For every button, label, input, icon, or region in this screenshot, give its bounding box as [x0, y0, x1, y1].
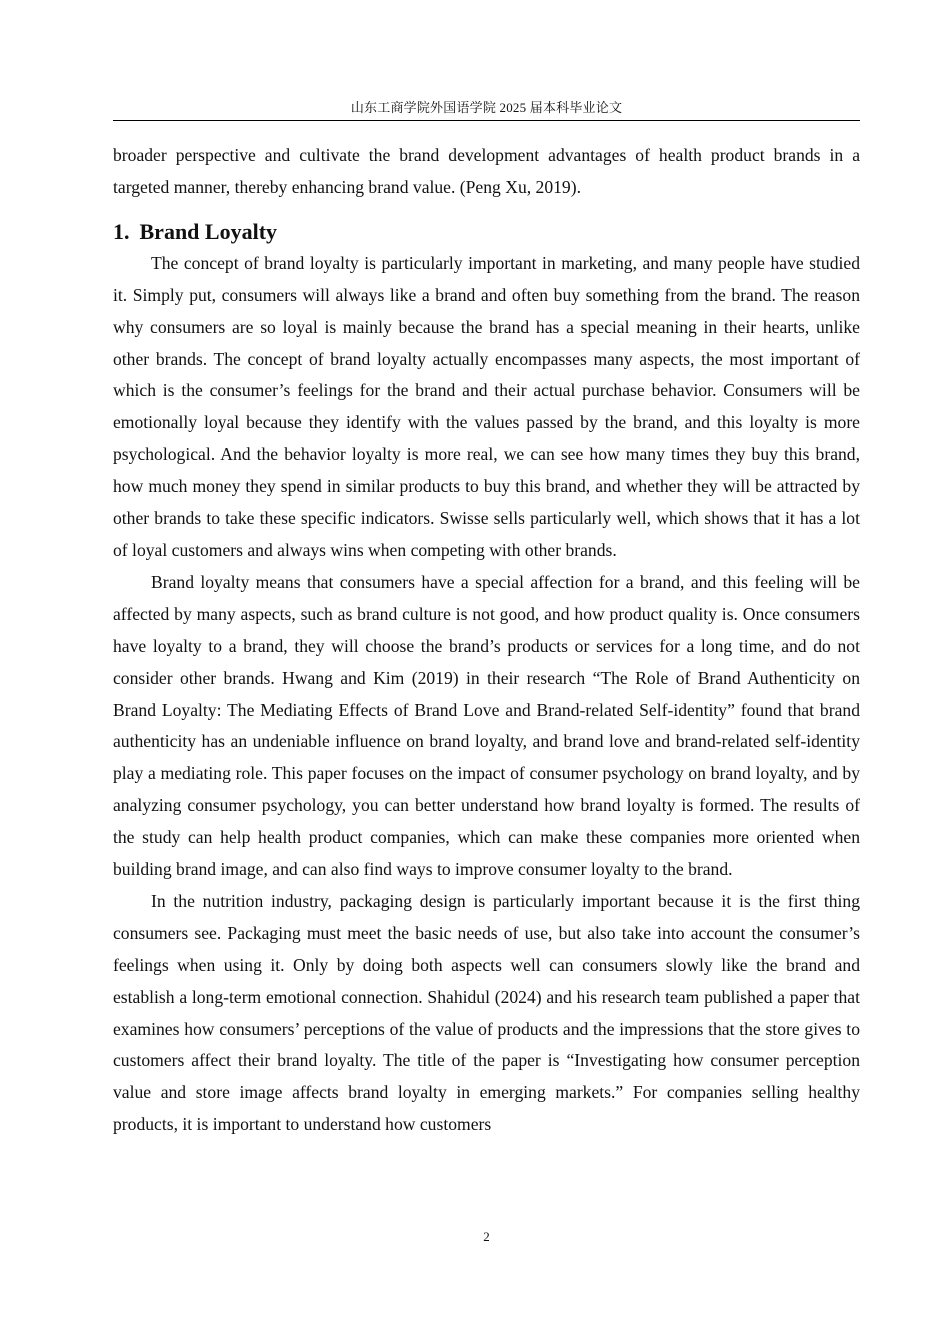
body-paragraph: The concept of brand loyalty is particularly important in marketing, and many people have studied it. Simply put, consumers will always like a brand and often buy something from the brand. The reason why consumers are so loyal is mainly because the brand has a special meaning in their hearts, unlike other brands. The concept of brand loyalty actually encompasses many aspects, the most important of which is the consumer’s feelings for the brand and their actual purchase behavior. Consumers will be emotionally loyal because they identify with the values passed by the brand, and this loyalty is more psychological. And the behavior loyalty is more real, we can see how many times they buy this brand, how much money they spend in similar products to buy this brand, and whether they will be attracted by other brands to take these specific indicators. Swisse sells particularly well, which shows that it has a lot of loyal customers and always wins when competing with other brands.: [113, 252, 860, 560]
continued-paragraph: broader perspective and cultivate the brand development advantages of health product brands in a targeted manner, thereby enhancing brand value. (Peng Xu, 2019).: [113, 145, 860, 197]
body-paragraph: In the nutrition industry, packaging design is particularly important because it is the first thing consumers see. Packaging must meet the basic needs of use, but also take into account the consumer’s feelings when using it. Only by doing both aspects well can consumers slowly like the brand and establish a long-term emotional connection. Shahidul (2024) and his research team published a paper that examines how consumers’ perceptions of the value of products and the impressions that the store gives to customers affect their brand loyalty. The title of the paper is “Investigating how consumer perception value and store image affects brand loyalty in emerging markets.” For companies selling healthy products, it is important to understand how customers: [113, 890, 860, 1135]
header-rule: [113, 120, 860, 121]
section-title: Brand Loyalty: [139, 218, 278, 244]
page-body: [113, 140, 860, 1141]
page-number: 2: [483, 1229, 490, 1244]
body-paragraph: Brand loyalty means that consumers have a special affection for a brand, and this feeling will be affected by many aspects, such as brand culture is not good, and how product quality is. Once consumers have loyalty to a brand, they will choose the brand’s products or services for a long time, and do not consider other brands. Hwang and Kim (2019) in their research “The Role of Brand Authenticity on Brand Loyalty: The Mediating Effects of Brand Love and Brand-related Self-identity” found that brand authenticity has an undeniable influence on brand loyalty, and brand love and brand-related self-identity play a mediating role. This paper focuses on the impact of consumer psychology on brand loyalty, and by analyzing consumer psychology, you can better understand how brand loyalty is formed. The results of the study can help health product companies, which can make these companies more oriented when building brand image, and can also find ways to improve consumer loyalty to the brand.: [113, 571, 860, 880]
section-number: 1.: [113, 218, 130, 244]
running-header: 山东工商学院外国语学院 2025 届本科毕业论文: [350, 100, 623, 115]
section-heading: [113, 216, 860, 248]
